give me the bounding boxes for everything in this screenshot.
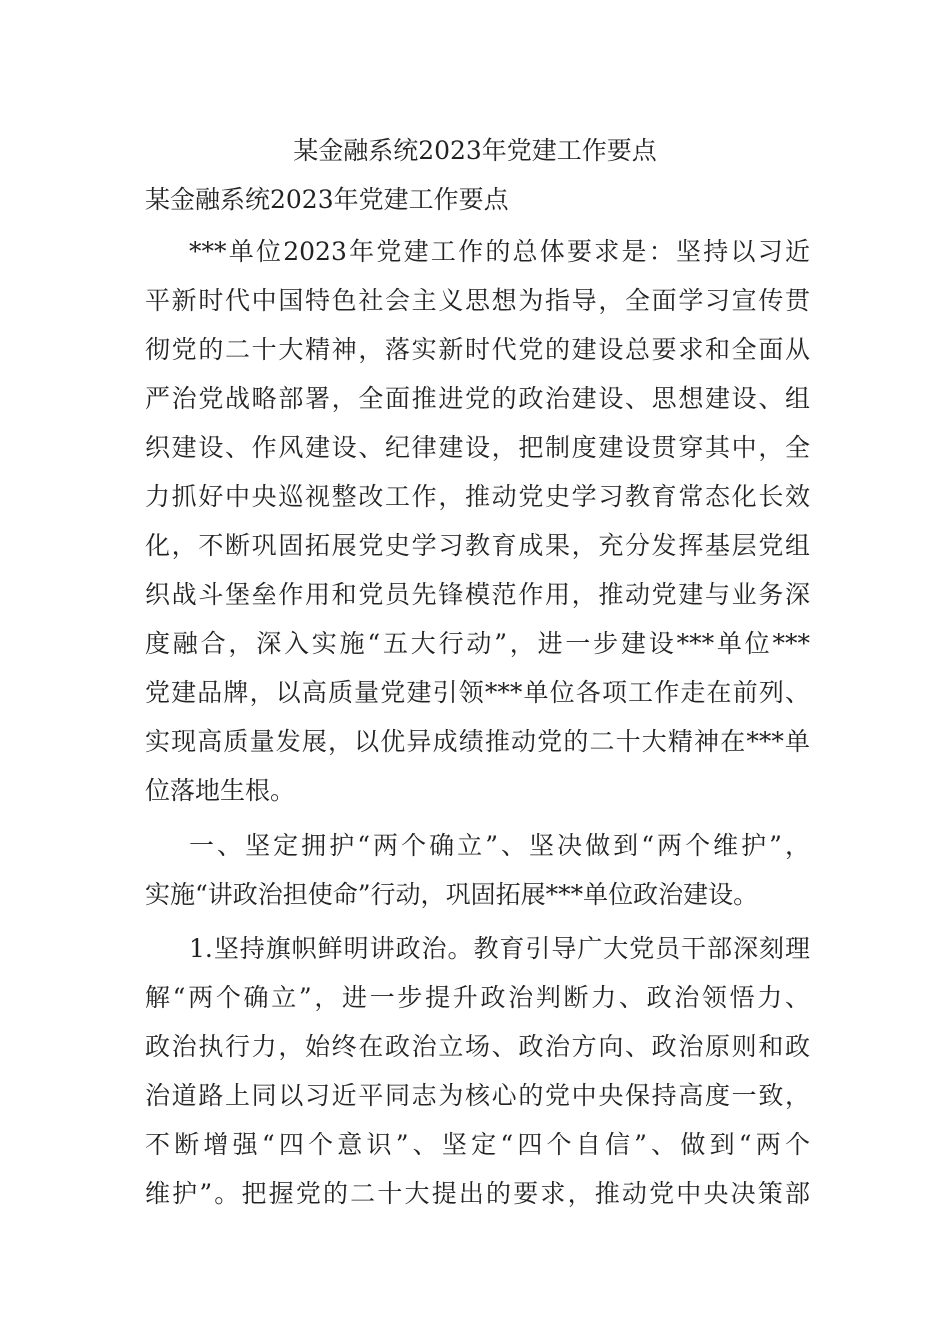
paragraph-line: 织战斗堡垒作用和党员先锋模范作用，推动党建与业务深 — [145, 580, 810, 609]
paragraph-line: 治道路上同以习近平同志为核心的党中央保持高度一致， — [145, 1081, 810, 1110]
paragraph-line: 位落地生根。 — [145, 776, 296, 805]
paragraph-line: 彻党的二十大精神，落实新时代党的建设总要求和全面从 — [145, 335, 810, 364]
paragraph-line: 织建设、作风建设、纪律建设，把制度建设贯穿其中，全 — [145, 433, 810, 462]
paragraph-line: 严治党战略部署，全面推进党的政治建设、思想建设、组 — [145, 384, 810, 413]
document-subtitle: 某金融系统2023年党建工作要点 — [145, 185, 509, 214]
paragraph-line: 党建品牌，以高质量党建引领***单位各项工作走在前列、 — [145, 678, 810, 707]
paragraph-line: 维护”。把握党的二十大提出的要求，推动党中央决策部 — [145, 1179, 810, 1208]
paragraph-line: 解“两个确立”，进一步提升政治判断力、政治领悟力、 — [145, 983, 810, 1012]
paragraph-line: 度融合，深入实施“五大行动”，进一步建设***单位*** — [145, 629, 810, 658]
paragraph-line: 一、坚定拥护“两个确立”、坚决做到“两个维护”， — [189, 831, 810, 860]
paragraph-line: 1.坚持旗帜鲜明讲政治。教育引导广大党员干部深刻理 — [189, 934, 810, 963]
paragraph-line: 不断增强“四个意识”、坚定“四个自信”、做到“两个 — [145, 1130, 810, 1159]
document-title: 某金融系统2023年党建工作要点 — [293, 136, 657, 165]
paragraph-line: 化，不断巩固拓展党史学习教育成果，充分发挥基层党组 — [145, 531, 810, 560]
paragraph-line: 平新时代中国特色社会主义思想为指导，全面学习宣传贯 — [145, 286, 810, 315]
paragraph-line: 实施“讲政治担使命”行动，巩固拓展***单位政治建设。 — [145, 880, 759, 909]
paragraph-line: 实现高质量发展，以优异成绩推动党的二十大精神在***单 — [145, 727, 810, 756]
paragraph-line: ***单位2023年党建工作的总体要求是：坚持以习近 — [189, 237, 810, 266]
paragraph-line: 政治执行力，始终在政治立场、政治方向、政治原则和政 — [145, 1032, 810, 1061]
paragraph-line: 力抓好中央巡视整改工作，推动党史学习教育常态化长效 — [145, 482, 810, 511]
